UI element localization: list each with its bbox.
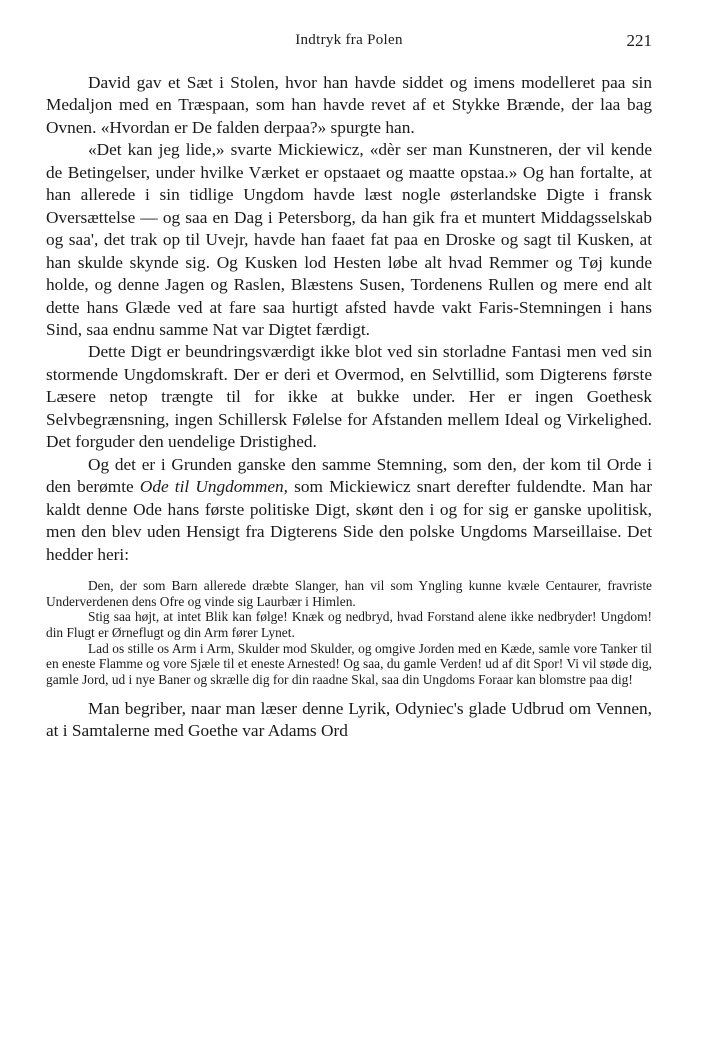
paragraph-4: [46, 454, 652, 566]
quote-stanza-2: Stig saa højt, at intet Blik kan følge! Knæk og nedbryd, hvad Forstand alene ikke nedbryder! Ungdom! din Flugt er Ørneflugt og din Arm fører Lynet.: [46, 609, 652, 641]
paragraph-4-start: Og det er i Grunden ganske den samme Stemning, som den, der kom til Orde i den berømte: [46, 454, 652, 497]
running-title: Indtryk fra Polen: [295, 32, 403, 48]
quoted-ode: [46, 578, 652, 688]
paragraph-4-end: som Mickiewicz snart derefter fuldendte. Man har kaldt denne Ode hans første politiske Digt, skønt den i og for sig er ganske upolitisk, men den blev uden Hensigt fra Digterens Side den polske Ungdoms Marseillaise. Det hedder heri:: [46, 477, 652, 564]
quote-stanza-3: Lad os stille os Arm i Arm, Skulder mod Skulder, og omgive Jorden med en Kæde, samle vore Tanker til en eneste Flamme og vore Sjæle til et eneste Arnested! Og saa, du gamle Verden! ud af dit Spor! Vi vil støde dig, gamle Jord, ud i nye Baner og skrælle dig for din raadne Skal, saa din Ungdoms Foraar kan blomstre paa dig!: [46, 640, 652, 688]
body-text: [46, 72, 652, 566]
paragraph-5: Man begriber, naar man læser denne Lyrik, Odyniec's glade Udbrud om Vennen, at i Samtalerne med Goethe var Adams Ord: [46, 698, 652, 741]
paragraph-3: Dette Digt er beundringsværdigt ikke blot ved sin storladne Fantasi men ved sin stormende Ungdomskraft. Der er deri et Overmod, en Selvtillid, som Digterens første Læsere netop trængte til for ikke at bukke under. Her er ingen Goethesk Selvbegrænsning, ingen Schillersk Følelse for Afstanden mellem Ideal og Virkelighed. Det forguder den uendelige Dristighed.: [46, 342, 652, 452]
paragraph-1: David gav et Sæt i Stolen, hvor han havde siddet og imens modelleret paa sin Medaljon med en Træspaan, som han havde revet af et Stykke Brænde, der laa bag Ovnen. «Hvordan er De falden derpaa?» spurgte han.: [46, 73, 652, 137]
page-number: 221: [626, 31, 652, 50]
page-header: [46, 32, 652, 58]
ode-title: Ode til Ungdommen,: [139, 477, 288, 497]
paragraph-2: «Det kan jeg lide,» svarte Mickiewicz, «dèr ser man Kunstneren, der vil kende de Betingelser, under hvilke Værket er opstaaet og maatte opstaa.» Og han fortalte, at han allerede i sin tidlige Ungdom havde læst nogle østerlandske Digte i fransk Oversættelse — og saa en Dag i Petersborg, da han gik fra et muntert Middagsselskab og saa', det trak op til Uvejr, havde han faaet fat paa en Droske og sagt til Kusken, at han skulde skynde sig. Og Kusken lod Hesten løbe alt hvad Remmer og Tøj kunde holde, og denne Jagen og Raslen, Blæstens Susen, Tordenens Rullen og mere end alt dette hans Glæde ved at fare saa hurtigt afsted havde vakt Faris-Stemningen i hans Sind, saa endnu samme Nat var Digtet færdigt.: [46, 140, 652, 339]
closing-text: [46, 698, 652, 743]
quote-stanza-1: Den, der som Barn allerede dræbte Slanger, han vil som Yngling kunne kvæle Centaurer, fravriste Underverdenen dens Ofre og vinde sig Laurbær i Himlen.: [46, 577, 652, 609]
book-page: [46, 32, 652, 743]
